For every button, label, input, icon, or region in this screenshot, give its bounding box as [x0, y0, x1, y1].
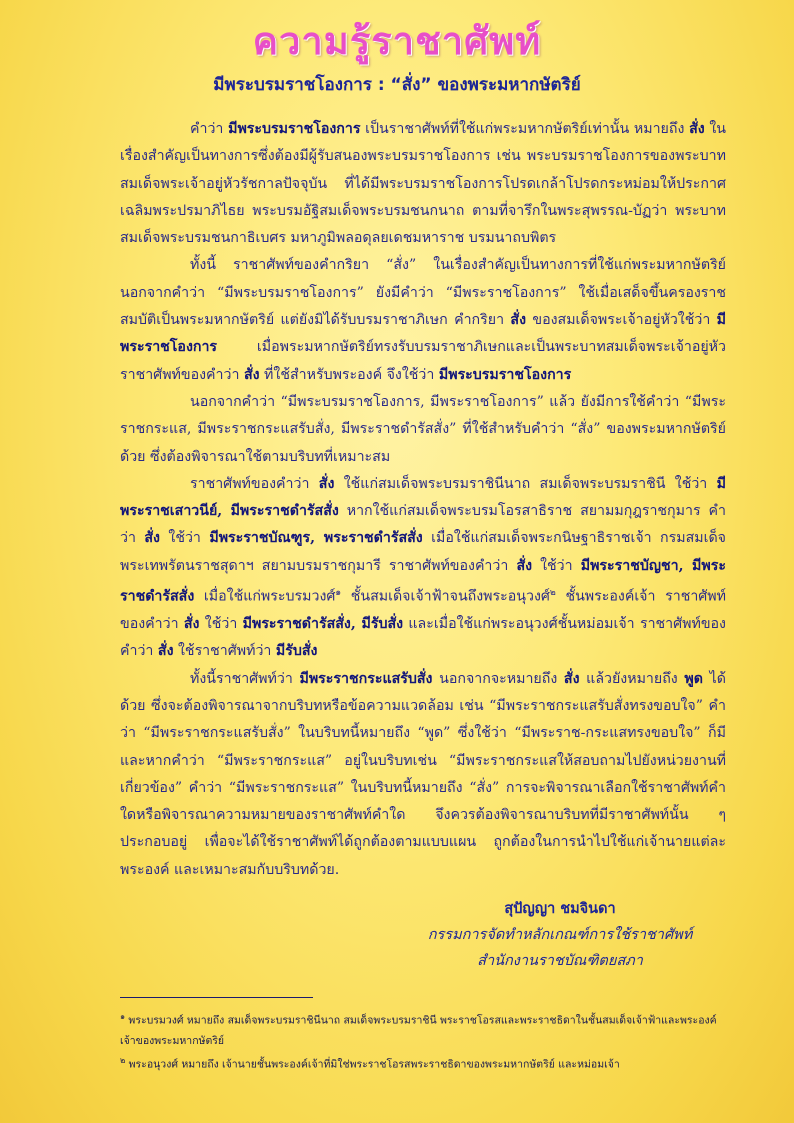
emphasis-term: สั่ง — [689, 121, 705, 137]
author-office: สำนักงานราชบัณฑิตยสภา — [477, 953, 643, 969]
text-run: เมื่อใช้แก่สมเด็จพระกนิษฐาธิราชเจ้า กรมสมเด็จพระเทพรัตนราชสุดาฯ สยามบรมราชกุมารี ราชาศัพท์ของคำว่า — [120, 530, 726, 574]
author-position: กรรมการจัดทำหลักเกณฑ์การใช้ราชาศัพท์ — [427, 927, 693, 943]
emphasis-term: มีรับสั่ง — [275, 643, 318, 660]
text-run: นอกจากคำว่า “มีพระบรมราชโองการ, มีพระราชโองการ” แล้ว ยังมีการใช้คำว่า “มีพระราชกระแส, มีพระราชกระแสรับสั่ง, มีพระราชดำรัสสั่ง” ที่ใช้สำหรับคำว่า “สั่ง” ของพระมหากษัตริย์ด้วย ซึ่งต้องพิจารณาใช้ตามบริบทที่เหมาะสม — [120, 393, 726, 465]
emphasis-term: สั่ง — [157, 643, 174, 660]
emphasis-term: มีพระบรมราชโองการ — [228, 121, 361, 137]
text-run: ชั้นพระองค์เจ้า ราชาศัพท์ของคำว่า — [120, 588, 726, 633]
text-run: เมื่อพระมหากษัตริย์ทรงรับบรมราชาภิเษกและเป็นพระบาทสมเด็จพระเจ้าอยู่หัว ราชาศัพท์ของคำว่า — [120, 339, 726, 383]
text-run: เมื่อใช้แก่พระบรมวงศ์ — [194, 588, 336, 605]
text-run: ของสมเด็จพระเจ้าอยู่หัวใช้ว่า — [526, 312, 717, 329]
footnote — [120, 1051, 726, 1075]
emphasis-term: สั่ง — [318, 475, 335, 492]
text-run: และเมื่อใช้แก่พระอนุวงศ์ชั้นหม่อมเจ้า ราชาศัพท์ของคำว่า — [120, 616, 726, 660]
text-run: ได้ด้วย ซึ่งจะต้องพิจารณาจากบริบทหรือข้อความแวดล้อม เช่น “มีพระราชกระแสรับสั่งทรงขอบใจ” คำว่า “มีพระราชกระแสรับสั่ง” ในบริบทนี้หมายถึง “พูด” ซึ่งใช้ว่า “มีพระราช-กระแสทรงขอบใจ” ก็มี และหากคำว่า “มีพระราชกระแส” อยู่ในบริบทเช่น “มีพระราชกระแสให้สอบถามไปยังหน่วยงานที่เกี่ยวข้อง” คำว่า “มีพระราชกระแส” ในบริบทนี้หมายถึง “สั่ง” การจะพิจารณาเลือกใช้ราชาศัพท์คำใดหรือพิจารณาความหมายของราชาศัพท์คำใด จึงควรต้องพิจารณาบริบทที่มีราชาศัพท์นั้น ๆ ประกอบอยู่ เพื่อจะได้ใช้ราชาศัพท์ได้ถูกต้องตามแบบแผน ถูกต้องในการนำไปใช้แก่เจ้านายแต่ละพระองค์ และเหมาะสมกับบริบทด้วย. — [120, 670, 726, 878]
text-run: ใช้ว่า — [532, 557, 581, 574]
emphasis-term: สั่ง — [563, 670, 580, 687]
text-run: หากใช้แก่สมเด็จพระบรมโอรสาธิราช สยามมกุฎราชกุมาร คำว่า — [120, 503, 726, 547]
paragraph — [120, 389, 726, 471]
footnote — [120, 1007, 726, 1051]
paragraph — [120, 116, 726, 252]
emphasis-term: สั่ง — [243, 366, 260, 383]
footnote-ref: ๒ — [549, 588, 556, 599]
text-run: ราชาศัพท์ของคำว่า — [190, 475, 319, 492]
text-run: ในเรื่องสำคัญเป็นทางการซึ่งต้องมีผู้รับสนองพระบรมราชโองการ เช่น พระบรมราชโองการของพระบาทสมเด็จพระเจ้าอยู่หัวรัชกาลปัจจุบัน ที่ได้มีพระบรมราชโองการโปรดเกล้าโปรดกระหม่อมให้ประกาศเฉลิมพระปรมาภิไธย พระบรมอัฐิสมเด็จพระบรมชนกนาถ ตามที่จารึกในพระสุพรรณ-บัฏว่า พระบาทสมเด็จพระบรมชนกาธิเบศร มหาภูมิพลอดุลยเดชมหาราช บรมนาถบพิตร — [120, 121, 726, 247]
text-run: ใช้ว่า — [159, 530, 210, 547]
footnote-text: พระบรมวงศ์ หมายถึง สมเด็จพระบรมราชินีนาถ สมเด็จพระบรมราชินี พระราชโอรสและพระราชธิดาในชั้นสมเด็จเจ้าฟ้าและพระองค์เจ้าของพระมหากษัตริย์ — [120, 1014, 717, 1047]
emphasis-term: สั่ง — [183, 616, 200, 633]
text-run: ทั้งนี้ ราชาศัพท์ของคำกริยา “สั่ง” ในเรื่องสำคัญเป็นทางการที่ใช้แก่พระมหากษัตริย์ นอกจากคำว่า “มีพระบรมราชโองการ” ยังมีคำว่า “มีพระราชโองการ” ใช้เมื่อเสด็จขึ้นครองราชสมบัติเป็นพระมหากษัตริย์ แต่ยังมิได้รับบรมราชาภิเษก คำกริยา — [120, 257, 726, 329]
emphasis-term: มีพระราชบัญชา, มีพระราชดำรัสสั่ง — [120, 557, 726, 605]
footnote-ref: ๑ — [335, 588, 342, 599]
emphasis-term: สั่ง — [144, 530, 160, 547]
emphasis-term: มีพระราชเสาวนีย์, มีพระราชดำรัสสั่ง — [120, 475, 726, 520]
emphasis-term: มีพระราชโองการ — [120, 312, 727, 356]
footnote-mark: ๒ — [120, 1055, 126, 1065]
text-run: คำว่า — [190, 121, 229, 137]
text-run: นอกจากจะหมายถึง — [432, 670, 564, 687]
emphasis-term: มีพระราชกระแสรับสั่ง — [299, 670, 433, 687]
footnotes — [120, 1007, 726, 1074]
article-body — [120, 116, 726, 884]
emphasis-term: มีพระราชบัณฑูร, พระราชดำรัสสั่ง — [209, 530, 423, 547]
page-title: ความรู้ราชาศัพท์ — [252, 19, 542, 63]
text-run: ใช้แก่สมเด็จพระบรมราชินีนาถ สมเด็จพระบรมราชินี ใช้ว่า — [334, 475, 717, 492]
text-run: ใช้ราชาศัพท์ว่า — [173, 643, 276, 660]
text-run: ทั้งนี้ราชาศัพท์ว่า — [190, 670, 300, 687]
emphasis-term: สั่ง — [510, 312, 527, 329]
paragraph — [120, 471, 726, 666]
text-run: เป็นราชาศัพท์ที่ใช้แก่พระมหากษัตริย์เท่านั้น หมายถึง — [360, 121, 690, 137]
emphasis-term: มีพระบรมราชโองการ — [438, 366, 572, 383]
text-run: ที่ใช้สำหรับพระองค์ จึงใช้ว่า — [259, 366, 439, 383]
signature-block — [400, 896, 720, 974]
emphasis-term: พูด — [684, 670, 703, 687]
emphasis-term: มีพระราชดำรัสสั่ง, มีรับสั่ง — [242, 616, 404, 633]
author-name: สุปัญญา ชมจินดา — [504, 901, 616, 917]
paragraph — [120, 252, 726, 388]
footnote-divider — [120, 997, 313, 998]
text-run: ใช้ว่า — [199, 616, 243, 633]
text-run: แล้วยังหมายถึง — [579, 670, 685, 687]
emphasis-term: สั่ง — [516, 557, 533, 574]
page-subtitle: มีพระบรมราชโองการ : “สั่ง” ของพระมหากษัตริย์ — [213, 75, 581, 95]
text-run: ชั้นสมเด็จเจ้าฟ้าจนถึงพระอนุวงศ์ — [341, 588, 550, 605]
footnote-mark: ๑ — [120, 1012, 126, 1021]
footnote-text: พระอนุวงศ์ หมายถึง เจ้านายชั้นพระองค์เจ้าที่มิใช่พระราชโอรสพระราชธิดาของพระมหากษัตริย์ และหม่อมเจ้า — [125, 1058, 620, 1070]
paragraph — [120, 666, 726, 884]
